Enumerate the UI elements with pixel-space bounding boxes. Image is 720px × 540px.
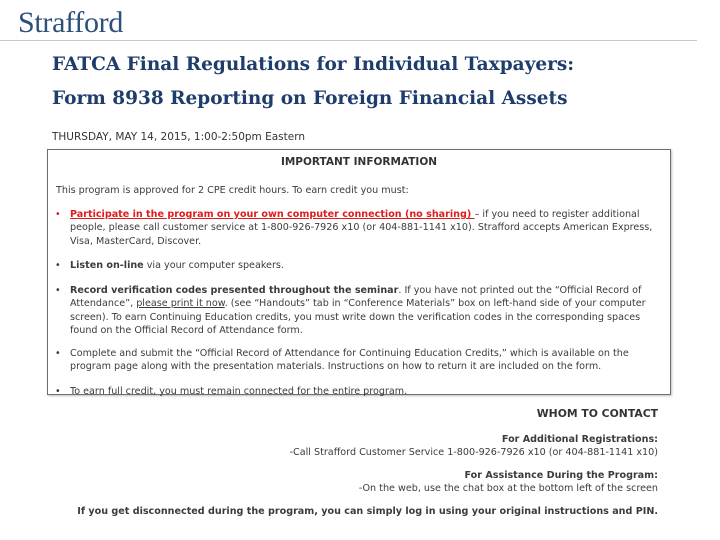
- page-title-line1: FATCA Final Regulations for Individual Taxpayers:: [52, 54, 575, 75]
- submit-text: Complete and submit the “Official Record of Attendance for Continuing Education Credits,” which is available on the program page along with the presentation materials. Instructions on how to return it are included on the form.: [70, 348, 629, 373]
- bullet-dot-icon: •: [55, 386, 61, 397]
- header-divider: [0, 40, 697, 41]
- event-date: THURSDAY, MAY 14, 2015, 1:00-2:50pm Eastern: [52, 131, 306, 143]
- box-heading: IMPORTANT INFORMATION: [280, 156, 438, 168]
- bullet-record-codes: [55, 284, 660, 337]
- registration-label: For Additional Registrations:: [501, 434, 658, 445]
- page-title-line2: Form 8938 Reporting on Foreign Financial Assets: [52, 88, 568, 109]
- listen-text: via your computer speakers.: [143, 260, 284, 271]
- bullet-dot-icon: •: [55, 348, 61, 359]
- listen-bold: Listen on-line: [70, 260, 144, 271]
- participate-link[interactable]: Participate in the program on your own computer connection (no sharing): [70, 209, 475, 220]
- intro-text: [56, 184, 660, 197]
- important-information-box: [47, 149, 671, 395]
- record-text2: . (see “Handouts” tab in “Conference Materials” box on left-hand side of your computer screen). To earn Continuing Education credits, you must write down the verification codes in the corresponding spaces found on the Official Record of Attendance form.: [70, 298, 646, 336]
- print-now-link[interactable]: please print it now: [136, 298, 225, 310]
- bullet-submit-record: [55, 347, 660, 374]
- bullet-dot-icon: •: [55, 285, 61, 296]
- full-credit-text: To earn full credit, you must remain connected for the entire program.: [70, 386, 408, 397]
- contact-heading: WHOM TO CONTACT: [536, 407, 658, 420]
- bullet-dot-icon: •: [55, 260, 61, 271]
- participate-text: – if you need to register additional people, please call customer service at 1-800-926-7926 x10 (or 404-881-1141 x10). Strafford accepts American Express, Visa, MasterCard, Discover.: [70, 209, 653, 247]
- intro-suffix: . To earn credit you must:: [286, 185, 409, 196]
- assistance-label: For Assistance During the Program:: [464, 470, 658, 481]
- intro-prefix: This program is approved for 2 CPE credit hours: [56, 185, 287, 196]
- strafford-logo: Strafford: [18, 6, 124, 39]
- record-text1: . If you have not printed out the “Official Record of Attendance”,: [70, 285, 642, 310]
- bullet-dot-icon: •: [55, 209, 61, 220]
- bullet-participate: [55, 208, 660, 248]
- bullet-full-credit: [55, 385, 660, 398]
- disconnect-note: If you get disconnected during the program, you can simply log in using your original instructions and PIN.: [77, 506, 658, 517]
- registration-detail: -Call Strafford Customer Service 1-800-926-7926 x10 (or 404-881-1141 x10): [289, 447, 658, 458]
- assistance-detail: -On the web, use the chat box at the bottom left of the screen: [358, 483, 658, 494]
- record-bold: Record verification codes presented throughout the seminar: [70, 285, 399, 296]
- bullet-listen: [55, 259, 660, 272]
